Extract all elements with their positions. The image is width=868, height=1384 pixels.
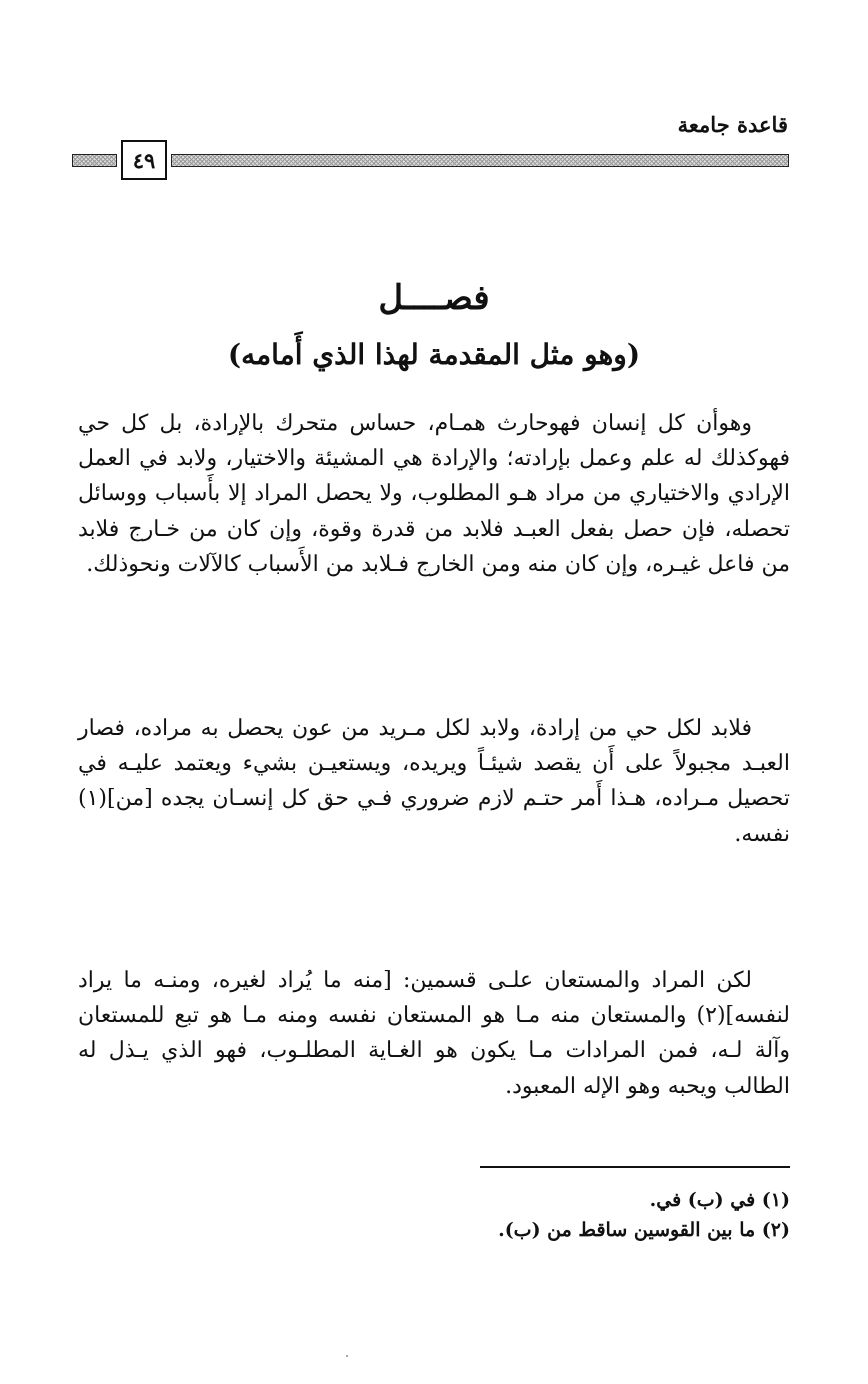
paragraph-text: وهوأن كل إنسان فهوحارث همـام، حساس متحرك بالإرادة، بل كل حي فهوكذلك له علم وعمل بإرادته؛ والإرادة هي المشيئة والاختيار، ولابد في العمل الإرادي والاختياري من مراد هـو المطلوب، ولا يحصل المراد إلا بأَسباب ووسائل تحصله، فإن حصل بفعل العبـد فلابد من قدرة وقوة، وإن كان من خـارج فلابد من فاعل غيـره، وإن كان منه ومن الخارج فـلابد من الأَسباب كالآلات ونحوذلك. <box>78 411 790 577</box>
paragraph-1 <box>78 406 790 582</box>
footnote-2: (٢) ما بين القوسين ساقط من (ب). <box>498 1219 790 1242</box>
footnote-1: (١) في (ب) في. <box>649 1189 790 1211</box>
paragraph-3 <box>78 963 790 1104</box>
footnote-separator <box>480 1166 790 1168</box>
header-rule-left <box>72 154 117 167</box>
section-subheading: (وهو مثل المقدمة لهذا الذي أَمامه) <box>227 338 641 371</box>
section-heading: فصــــل <box>378 278 490 318</box>
running-title: قاعدة جامعة <box>677 112 788 137</box>
footnotes <box>498 1185 790 1246</box>
paragraph-text: لكن المراد والمستعان علـى قسمين: [منه ما يُراد لغيره، ومنـه ما يراد لنفسه](٢) والمستعان منه مـا هو المستعان نفسه ومنه مـا هو تبع للمستعان وآلة لـه، فمن المرادات مـا يكون هو الغـاية المطلـوب، فهو الذي يـذل له الطالب ويحبه وهو الإله المعبود. <box>78 968 790 1099</box>
paragraph-text: فلابد لكل حي من إرادة، ولابد لكل مـريد من عون يحصل به مراده، فصار العبـد مجبولاً على أَن يقصد شيئـاً ويريده، ويستعيـن بشيء ويعتمد عليـه في تحصيل مـراده، هـذا أَمر حتـم لازم ضروري فـي حق كل إنسـان يجده [من](١) نفسه. <box>78 716 790 847</box>
page-number: ٤٩ <box>121 140 167 180</box>
header-rule-right <box>171 154 789 167</box>
paragraph-2 <box>78 711 790 852</box>
paper-speck <box>346 1355 348 1357</box>
